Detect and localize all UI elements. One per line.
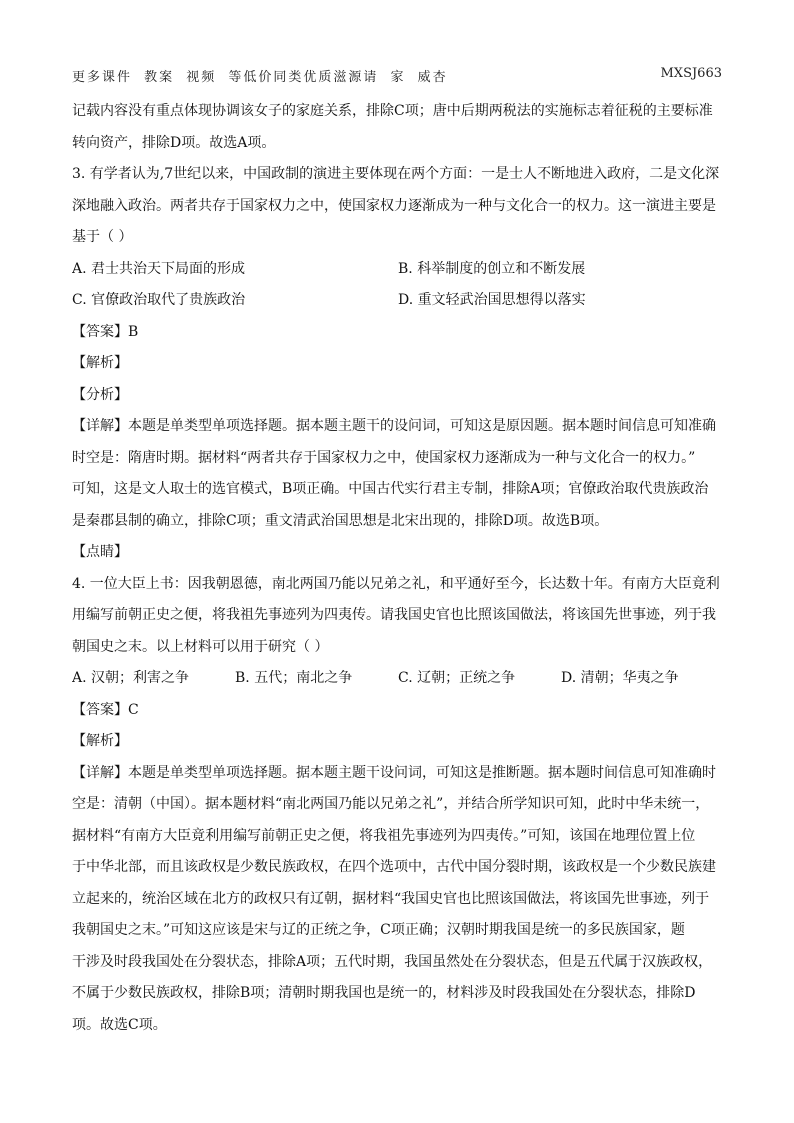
question-3-analysis-tag: 【解析】 — [72, 355, 128, 371]
option-b: B. 科举制度的创立和不断发展 — [398, 260, 586, 277]
paragraph-line: 记载内容没有重点体现协调该女子的家庭关系，排除C项；唐中后期两税法的实施标志着征税的主要标准 — [72, 103, 713, 119]
question-3-stem-line: 深地融入政治。两者共存于国家权力之中，使国家权力逐渐成为一种与文化合一的权力。这一演进主要是 — [72, 197, 716, 214]
document-body — [72, 96, 724, 1041]
question-4-analysis-tag: 【解析】 — [72, 733, 128, 749]
paragraph-line: 转向资产，排除D项。故选A项。 — [72, 134, 276, 151]
question-3-detail-line: 是秦郡县制的确立，排除C项；重文清武治国思想是北宋出现的，排除D项。故选B项。 — [72, 512, 609, 529]
option-a: A. 君士共治天下局面的形成 — [72, 260, 246, 277]
question-3-fenxi-tag: 【分析】 — [72, 386, 128, 403]
question-4-detail-line: 据材料“有南方大臣竟利用编写前朝正史之便，将我祖先事迹列为四夷传。”可知，该国在地理位置上位 — [72, 827, 696, 844]
option-d: D. 清朝；华夷之争 — [561, 670, 679, 686]
question-4-answer: 【答案】C — [72, 701, 139, 718]
question-4-detail-line: 项。故选C项。 — [72, 1016, 167, 1033]
question-3-stem-line: 3. 有学者认为,7世纪以来，中国政制的演进主要体现在两个方面：一是士人不断地进入政府，二是文化深 — [72, 166, 720, 182]
question-3-stem-line: 基于（ ） — [72, 229, 133, 245]
question-3-answer: 【答案】B — [72, 323, 139, 340]
question-4-stem-line: 用编写前朝正史之便，将我祖先事迹列为四夷传。请我国史官也比照该国做法，将该国先世事迹，列于我 — [72, 607, 716, 623]
question-4-detail-line: 不属于少数民族政权，排除B项；清朝时期我国也是统一的，材料涉及时段我国处在分裂状态，排除D — [72, 985, 696, 1001]
question-4-detail-line: 立起来的，统治区域在北方的政权只有辽朝，据材料“我国史官也比照该国做法，将该国先世事迹，列于 — [72, 890, 710, 907]
question-4-detail-line: 于中华北部，而且该政权是少数民族政权，在四个选项中，古代中国分裂时期，该政权是一个少数民族建 — [72, 859, 716, 875]
question-3-dianjing-tag: 【点睛】 — [72, 544, 128, 560]
question-4-stem-line: 朝国史之末。以上材料可以用于研究（ ） — [72, 638, 329, 655]
option-c: C. 辽朝；正统之争 — [398, 670, 516, 686]
question-3-detail-line: 【详解】本题是单类型单项选择题。据本题主题干的设问词，可知这是原因题。据本题时间信息可知准确 — [72, 418, 716, 434]
page-header — [72, 66, 722, 86]
question-3-options-row — [72, 254, 724, 286]
option-b: B. 五代；南北之争 — [235, 670, 353, 686]
question-3-detail-line: 可知，这是文人取士的选官模式，B项正确。中国古代实行君主专制，排除A项；官僚政治取代贵族政治 — [72, 481, 709, 497]
question-4-detail-line: 我朝国史之末。”可知这应该是宋与辽的正统之争，C项正确；汉朝时期我国是统一的多民族国家，题 — [72, 922, 685, 938]
header-code: MXSJ663 — [660, 66, 722, 81]
option-d: D. 重文轻武治国思想得以落实 — [398, 292, 586, 308]
option-c: C. 官僚政治取代了贵族政治 — [72, 292, 246, 308]
option-a: A. 汉朝；利害之争 — [72, 670, 190, 686]
question-4-detail-line: 干涉及时段我国处在分裂状态，排除A项；五代时期，我国虽然处在分裂状态，但是五代属于汉族政权， — [72, 953, 713, 970]
question-4-detail-line: 空是：清朝（中国）。据本题材料“南北两国乃能以兄弟之礼”，并结合所学知识可知，此时中华未统一， — [72, 796, 710, 812]
question-4-stem-line: 4. 一位大臣上书：因我朝恩德，南北两国乃能以兄弟之礼，和平通好至今，长达数十年。有南方大臣竟利 — [72, 575, 720, 592]
question-4-detail-line: 【详解】本题是单类型单项选择题。据本题主题干设问词，可知这是推断题。据本题时间信息可知准确时 — [72, 764, 716, 781]
question-3-detail-line: 时空是：隋唐时期。据材料“两者共存于国家权力之中，使国家权力逐渐成为一种与文化合一的权力。” — [72, 449, 696, 466]
question-4-options-row — [72, 663, 724, 695]
question-3-options-row — [72, 285, 724, 317]
header-ad-text: 更多课件 教案 视频 等低价同类优质滋源请 家 威杏 — [72, 70, 448, 85]
